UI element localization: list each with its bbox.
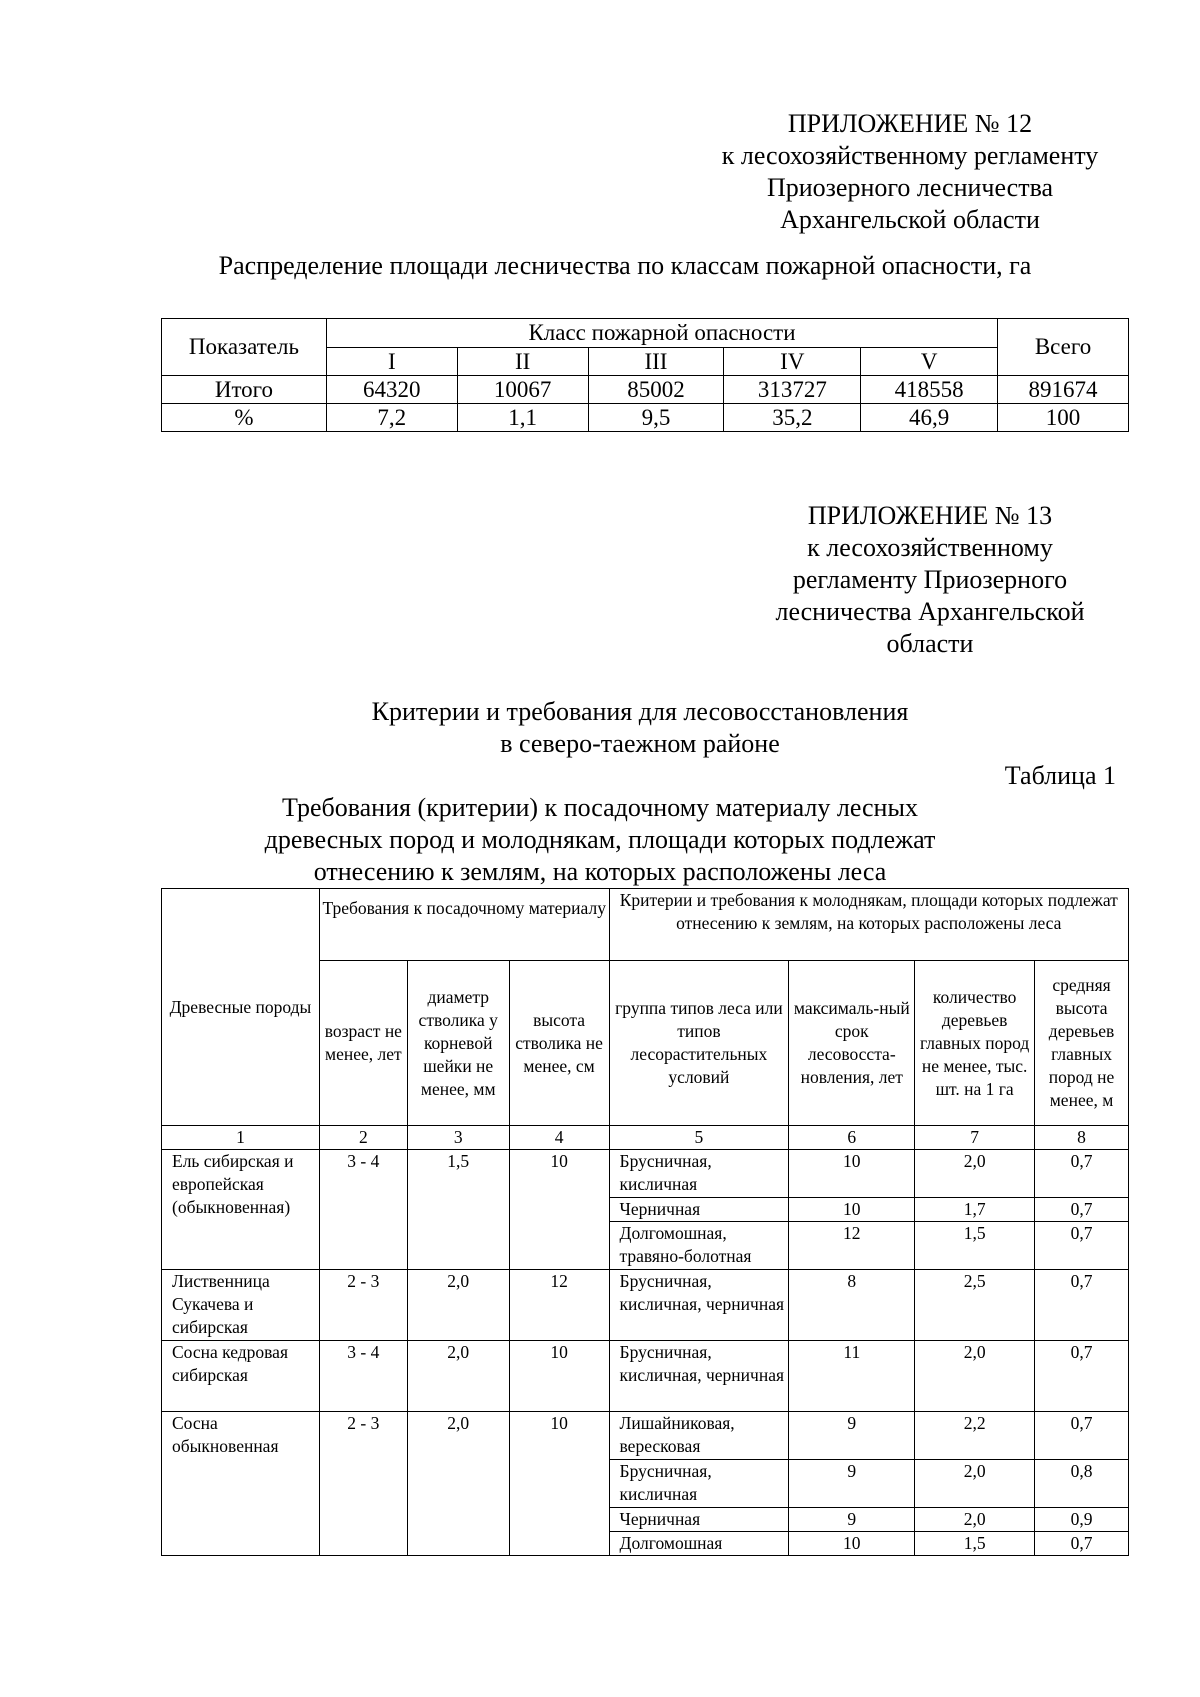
header-diameter: диаметр стволика у корневой шейки не менее, мм xyxy=(407,961,509,1126)
tree-count: 2,0 xyxy=(915,1508,1035,1532)
cell-value: 9,5 xyxy=(588,404,724,432)
cell-value: 85002 xyxy=(588,376,724,404)
appendix-13-line: ПРИЛОЖЕНИЕ № 13 xyxy=(807,501,1053,530)
avg-height: 0,7 xyxy=(1035,1150,1129,1198)
avg-height: 0,7 xyxy=(1035,1412,1129,1460)
max-term: 9 xyxy=(789,1508,915,1532)
column-number: 2 xyxy=(319,1126,407,1150)
class-label: V xyxy=(861,348,998,376)
appendix-12-line: к лесохозяйственному регламенту xyxy=(721,141,1099,170)
species-height: 10 xyxy=(509,1150,609,1270)
appendix-13-line: лесничества Архангельской xyxy=(775,597,1085,626)
forest-type-group: Лишайниковая, вересковая xyxy=(609,1412,789,1460)
species-name: Сосна кедровая сибирская xyxy=(162,1341,320,1412)
table-row xyxy=(162,1270,1129,1341)
avg-height: 0,8 xyxy=(1035,1460,1129,1508)
table-row xyxy=(162,1412,1129,1460)
appendix-13-line: к лесохозяйственному xyxy=(807,533,1053,562)
avg-height: 0,7 xyxy=(1035,1198,1129,1222)
header-young-stand-criteria: Критерии и требования к молоднякам, площади которых подлежат отнесению к землям, на которых расположены леса xyxy=(609,889,1128,961)
max-term: 10 xyxy=(789,1198,915,1222)
tree-count: 2,0 xyxy=(915,1150,1035,1198)
header-species: Древесные породы xyxy=(162,889,320,1126)
species-diameter: 2,0 xyxy=(407,1341,509,1412)
species-diameter: 2,0 xyxy=(407,1270,509,1341)
class-label: II xyxy=(457,348,588,376)
table-row xyxy=(162,1341,1129,1412)
table-row xyxy=(162,376,1129,404)
avg-height: 0,7 xyxy=(1035,1222,1129,1270)
header-tree-count: количество деревьев главных пород не менее, тыс. шт. на 1 га xyxy=(915,961,1035,1126)
species-height: 10 xyxy=(509,1412,609,1556)
header-fire-class: Класс пожарной опасности xyxy=(326,319,997,348)
column-number: 5 xyxy=(609,1126,789,1150)
species-diameter: 1,5 xyxy=(407,1150,509,1270)
tree-count: 2,0 xyxy=(915,1341,1035,1412)
column-number: 7 xyxy=(915,1126,1035,1150)
tree-count: 1,5 xyxy=(915,1532,1035,1556)
avg-height: 0,7 xyxy=(1035,1341,1129,1412)
max-term: 10 xyxy=(789,1532,915,1556)
cell-total: 891674 xyxy=(998,376,1129,404)
max-term: 8 xyxy=(789,1270,915,1341)
species-name: Сосна обыкновенная xyxy=(162,1412,320,1556)
cell-value: 35,2 xyxy=(724,404,861,432)
appendix-13-heading xyxy=(740,500,1120,660)
species-age: 2 - 3 xyxy=(319,1412,407,1556)
row-label: Итого xyxy=(162,376,327,404)
tree-count: 1,5 xyxy=(915,1222,1035,1270)
header-total: Всего xyxy=(998,319,1129,376)
table1-title xyxy=(200,792,1000,888)
column-numbers-row xyxy=(162,1126,1129,1150)
species-height: 12 xyxy=(509,1270,609,1341)
cell-value: 1,1 xyxy=(457,404,588,432)
table-label: Таблица 1 xyxy=(1004,761,1116,790)
cell-value: 46,9 xyxy=(861,404,998,432)
header-forest-type-group: группа типов леса или типов лесорастительных условий xyxy=(609,961,789,1126)
max-term: 9 xyxy=(789,1460,915,1508)
criteria-title-line: в северо-таежном районе xyxy=(500,729,780,758)
species-age: 2 - 3 xyxy=(319,1270,407,1341)
table1-title-line: древесных пород и молоднякам, площади которых подлежат xyxy=(264,825,936,854)
table1-title-line: отнесению к землям, на которых расположены леса xyxy=(313,857,887,886)
column-number: 8 xyxy=(1035,1126,1129,1150)
max-term: 12 xyxy=(789,1222,915,1270)
appendix-12-line: Приозерного лесничества xyxy=(766,173,1054,202)
table-row xyxy=(162,404,1129,432)
species-name: Ель сибирская и европейская (обыкновенная) xyxy=(162,1150,320,1270)
cell-value: 64320 xyxy=(326,376,457,404)
appendix-12-line: Архангельской области xyxy=(780,205,1040,234)
forest-type-group: Брусничная, кисличная, черничная xyxy=(609,1341,789,1412)
forest-type-group: Брусничная, кисличная, черничная xyxy=(609,1270,789,1341)
header-planting-material: Требования к посадочному материалу xyxy=(319,889,609,961)
header-height: высота стволика не менее, см xyxy=(509,961,609,1126)
cell-total: 100 xyxy=(998,404,1129,432)
fire-table-title: Распределение площади лесничества по классам пожарной опасности, га xyxy=(218,251,1032,280)
table-row xyxy=(162,1150,1129,1198)
tree-count: 2,2 xyxy=(915,1412,1035,1460)
species-name: Лиственница Сукачева и сибирская xyxy=(162,1270,320,1341)
column-number: 3 xyxy=(407,1126,509,1150)
fire-danger-table xyxy=(161,318,1129,432)
column-number: 1 xyxy=(162,1126,320,1150)
forest-type-group: Черничная xyxy=(609,1508,789,1532)
criteria-title-line: Критерии и требования для лесовосстановления xyxy=(371,697,909,726)
forest-type-group: Брусничная, кисличная xyxy=(609,1150,789,1198)
species-age: 3 - 4 xyxy=(319,1150,407,1270)
criteria-title xyxy=(240,696,1040,760)
avg-height: 0,7 xyxy=(1035,1532,1129,1556)
appendix-12-heading xyxy=(690,108,1130,236)
row-label: % xyxy=(162,404,327,432)
tree-count: 2,5 xyxy=(915,1270,1035,1341)
column-number: 4 xyxy=(509,1126,609,1150)
class-label: IV xyxy=(724,348,861,376)
header-avg-height: средняя высота деревьев главных пород не менее, м xyxy=(1035,961,1129,1126)
max-term: 11 xyxy=(789,1341,915,1412)
tree-count: 2,0 xyxy=(915,1460,1035,1508)
cell-value: 7,2 xyxy=(326,404,457,432)
column-number: 6 xyxy=(789,1126,915,1150)
forest-type-group: Долгомошная xyxy=(609,1532,789,1556)
species-age: 3 - 4 xyxy=(319,1341,407,1412)
tree-count: 1,7 xyxy=(915,1198,1035,1222)
appendix-13-line: регламенту Приозерного xyxy=(792,565,1068,594)
cell-value: 418558 xyxy=(861,376,998,404)
appendix-12-line: ПРИЛОЖЕНИЕ № 12 xyxy=(787,109,1033,138)
cell-value: 10067 xyxy=(457,376,588,404)
avg-height: 0,7 xyxy=(1035,1270,1129,1341)
species-height: 10 xyxy=(509,1341,609,1412)
appendix-13-line: области xyxy=(886,629,974,658)
header-age: возраст не менее, лет xyxy=(319,961,407,1126)
table1-title-line: Требования (критерии) к посадочному материалу лесных xyxy=(282,793,918,822)
requirements-table xyxy=(161,888,1129,1556)
forest-type-group: Долгомошная, травяно-болотная xyxy=(609,1222,789,1270)
species-diameter: 2,0 xyxy=(407,1412,509,1556)
class-label: III xyxy=(588,348,724,376)
forest-type-group: Черничная xyxy=(609,1198,789,1222)
header-max-term: максималь-ный срок лесовосста-новления, лет xyxy=(789,961,915,1126)
header-indicator: Показатель xyxy=(162,319,327,376)
cell-value: 313727 xyxy=(724,376,861,404)
max-term: 9 xyxy=(789,1412,915,1460)
forest-type-group: Брусничная, кисличная xyxy=(609,1460,789,1508)
avg-height: 0,9 xyxy=(1035,1508,1129,1532)
class-label: I xyxy=(326,348,457,376)
max-term: 10 xyxy=(789,1150,915,1198)
